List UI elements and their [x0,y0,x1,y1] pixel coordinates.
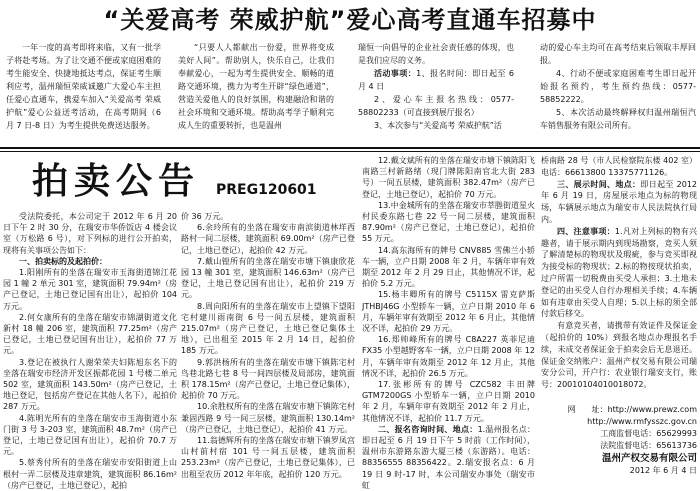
paragraph-text: 即日起至 2012 年 6 月 19 日，房屋展示地点为标的物现场，车辆展示地点为瑞安市人民法院执行局内。 [541,179,698,224]
paragraph-heading: 二、报名咨询时间、地点： [378,424,478,434]
paragraph-text: 1、报名时间：即日起至 6 月 4 日 [358,69,514,91]
paragraph-heading: 三、展示时间、地点： [557,179,641,189]
website-label: 网 址： [567,405,608,414]
paragraph [541,226,697,320]
paragraph [181,211,355,222]
paragraph-text: 16.郑帅峰所有的牌号 C8A227 英菲尼迪 FX35 小型越野客车一辆，立户日期 2008 年 12 月，车辆年审有效期至 2012 年 12 月止，其他情况不详，起拍价 26.5 万元。 [362,335,535,378]
paragraph-text: 1.阳刚所有的坐落在瑞安市玉海街道锦江花园 1 幢 2 单元 301 室，建筑面积 79.94m²（房产已登记，土地已登记国有出让），起拍价 104 万元。 [3,268,177,311]
paragraph [178,41,334,132]
paragraph-text: 动的爱心车主均可在高考结束后领取丰厚回报。 [540,43,696,65]
paragraph [3,256,177,267]
paragraph [362,289,535,334]
paragraph [540,67,696,106]
paragraph [3,413,177,458]
paragraph-text: “只要人人都献出一份爱，世界将变成美好人间”。帮助别人，快乐自己，让我们奉献爱心，一起为考生提供安全、顺畅的道路交通环境，携力为考生开辟“绿色通道”，营造关爱他人的良好氛围，构建融洽和谐的社会环境和交通环境。帮助高考学子顺利完成人生的重要转折，也是温州 [178,43,334,130]
auction-title: 拍卖公告 [32,161,201,202]
website-link-1[interactable]: http://www.prewz.com [607,405,697,414]
paragraph [541,179,697,226]
paragraph [358,119,514,132]
paragraph [181,222,355,256]
paragraph [362,334,535,379]
paragraph-text: 一年一度的高考即将来临，又有一批学子将赴考场。为了让交通不便或家庭困难的考生能安全、快捷地抵达考点，保证考生顺利应考，温州瑞恒荣威诚邀广大爱心车主担任爱心直通车，携爱车加入“关爱高考 荣威护航”爱心公益送考活动，在高考期间（6 月 7 日-8 日）为考生提供免费送达服务。 [6,43,161,130]
paragraph [362,379,535,424]
paragraph-text: 价 36 万元。 [181,212,229,221]
paragraph [181,401,355,435]
auction-column-3 [362,155,535,490]
paragraph [181,357,355,402]
paragraph-text: 有意竞买者，请携带有效证件及保证金（起拍价的 10%）到报名地点办理报名手续，未成交者保证金于拍卖会后无息退还。保证金交纳账户：温州产权交易有限公司瑞安分公司，开户行：农业银行瑞安支行，账号：20010104010018072。 [541,321,697,390]
company-name: 温州产权交易有限公司 [601,453,697,464]
paragraph [362,200,535,245]
paragraph [358,93,514,119]
paragraph-text: 4、行动不便或家庭困难考生即日起开始报名预约，考生预约热线：0577-58852222。 [540,69,696,104]
paragraph [3,267,177,312]
paragraph-text: 11.翁德辉所有的坐落在瑞安市塘下镇罗凤宫山村前村宿 101 号一间五层楼，建筑面积 253.23m²（房产已登记，土地已登记集体），已出租至农历 2012 年年底，起拍价 120 万元。 [181,436,355,479]
paragraph-text: 3.登记在被执行人谢荣荣夫妇陈旭东名下的坐落在瑞安市经济开发区振都花园 1 号楼二单元 502 室，建筑面积 143.50m²（房产已登记，土地已登记，包括房产登记在其他人名下），起拍价 287 万元。 [3,357,177,412]
auction-column-1 [3,211,177,490]
paragraph [3,312,177,357]
ad-headline: “关爱高考 荣威护航”爱心高考直通车招募中 [103,6,597,34]
paragraph [3,357,177,413]
website-link-2[interactable]: http://www.rmfysszc.gov.cn [587,417,697,426]
website-row [541,404,697,416]
paragraph-text: 1.温州报名点：即日起至 6 月 19 日下午 5 时前（工作时间），温州市东游路东游大厦三楼（东游路）。电话：88356555 88356422。2.瑞安报名点：6 月 19 日 9 时-17 时，本公司瑞安办事处（瑞安市虹 [362,424,535,490]
paragraph-text: 3、本次参与“关爱高考 荣威护航”活 [374,121,502,130]
paragraph [541,320,697,391]
auction-contacts [541,404,697,477]
paragraph-heading: 活动事项： [374,69,417,78]
paragraph-text: 5.蔡秀付所有的坐落在瑞安市安阳街道上山根村一弄二层楼及违章建筑，建筑面积 86.16m²（房产已登记，土地已登记），起拍 [3,458,177,490]
paragraph [358,67,514,93]
paragraph-text: 2.何女康所有的坐落在瑞安市锦湖街道文化新村 18 幢 206 室，建筑面积 77.25m²（房产已登记，土地已登记国有出让），起拍价 77 万元。 [3,312,177,356]
ad-column-1 [6,41,161,145]
paragraph-text: 8.周向阳所有的坐落在瑞安市上望镇下望阳宅村建川雨南街 6 号一间五层楼，建筑面积 215.07m²（房产已登记，土地已登记集体土地），已出租至 2015 年 2 月 14 日，起拍价 185 万元。 [181,301,355,356]
paragraph [181,256,355,301]
paragraph-text: 瑞恒一向倡导的企业社会责任感的体现，也是我们应尽的义务。 [358,43,514,65]
paragraph [362,155,535,200]
paragraph [6,41,161,132]
paragraph-text: 17.张彬所有的牌号 CZC582 丰田牌 GTM7200GS 小型轿车一辆，立户日期 2010 年 2 月，车辆年审有效期至 2012 年 2 月止，其他情况不详，起拍价 11.7 万元。 [362,380,535,423]
paragraph [362,245,535,290]
ad-column-2 [178,41,334,145]
paragraph-text: 15.杨丰卿所有的牌号 C5115X 雷克萨斯 JTHBJ46G 小型轿车一辆，立户日期 2010 年 6 月，车辆年审有效期至 2012 年 6 月止，其他情况不详，起拍价 29 万元。 [362,290,535,334]
section-divider [0,147,700,149]
auction-code: PREG120601 [216,182,317,198]
paragraph-heading: 一、拍卖标的及起拍价： [19,256,107,266]
paragraph-text: 10.余胜权所有的坐落在瑞安市塘下镇陈宅村兼固西路 9 号一间三层楼，建筑面积 130.14m²（房产已登记，土地已登记），起拍价 41 万元。 [181,402,355,434]
paragraph-text: 1.凡对上列标的物有兴趣者，请于展示期内到现场勘察，竞买人须了解清楚标的物现状及瑕疵，参与竞买即视为接受标的物现状；2.标的物按现状拍卖，过户所需一切税费由买受人承担；3.土地未登记的由买受人自行办理相关手续；4.车辆如有违章由买受人自理；5.以上标的须全部付款后移交。 [541,226,698,319]
paragraph-text: 14.高东海所有的牌号 CNV885 雪佛兰小轿车一辆，立户日期 2008 年 2 月，车辆年审有效期至 2012 年 2 月 29 日止，其他情况不详，起拍价 5.2 万元。 [362,245,535,289]
notice-date: 2012 年 6 月 4 日 [629,466,697,475]
paragraph-heading: 四、注意事项： [557,226,615,236]
auction-column-2 [181,211,355,479]
paragraph-text: 13.中金城所有的坐落在瑞安市莘塍街道星火村民委东路七巷 22 号一间二层楼，建筑面积 87.90m²（房产已登记，土地已登记），起拍价 55 万元。 [362,200,535,244]
paragraph-text: 4.陈明光所有的坐落在瑞安市玉海街道小东门街 3 号 3-203 室，建筑面积 48.7m²（房产已登记，土地已登记国有出让），起拍价 70.7 万元。 [3,413,177,457]
paragraph [3,211,177,256]
paragraph-text: 桥南路 28 号（市人民检察院东楼 402 室）电话：66613800 13375771126。 [541,156,697,177]
paragraph [358,41,514,67]
ad-column-3 [358,41,514,145]
paragraph-text: 9.郭洪杨所有的坐落在瑞安市塘下镇陈宅村鸟巷北路七巷 8 号一间四层楼及局部房，建筑面积 178.15m²（房产已登记，土地已登记集体），起拍价 70 万元。 [181,357,355,401]
section-divider-thin [0,151,700,152]
auction-column-4 [541,155,697,401]
paragraph [541,155,697,179]
paragraph [540,106,696,132]
paragraph-text: 5、本次活动最终解释权归温州瑞恒汽车销售服务有限公司所有。 [540,108,696,130]
commerce-hotline: 工商监督电话：65629993 [600,429,697,438]
paragraph [181,301,355,357]
paragraph-text: 6.余玲所有的坐落在瑞安市南滨街道林垟西路村一间二层楼，建筑面积 69.00m²（房产已登记，土地已登记），起拍价 42 万元。 [181,223,355,255]
paragraph-text: 12.戴文斌所有的坐落在瑞安市塘下镇陈阳飞南路三村新路绪（现门牌陈阳南官北大街 283 号）一间五层楼，建筑面积 382.47m²（房产已登记，土地已登记），起拍价 70 万元。 [362,156,535,199]
ad-column-4 [540,41,696,145]
paragraph-text: 受法院委托，本公司定于 2012 年 6 月 20 日下午 2 时 30 分，在瑞安市华侨饭店 4 楼会议室（万松路 6 号），对下列标的进行公开拍卖，现将有关事项公告如下： [3,212,177,255]
paragraph [540,41,696,67]
paragraph [3,457,177,491]
court-hotline: 法院监督电话：65613736 [600,441,697,450]
paragraph-text: 7.戴山镗所有的坐落在瑞安市塘下镇康欣花园 13 幢 301 室，建筑面积 146.63m²（房产已登记，土地已登记国有出让），起拍价 219 万元。 [181,256,355,300]
paragraph [181,435,355,480]
paragraph-text: 2、爱心车主报名热线：0577-58802233（可直接到展厅报名） [358,95,514,117]
paragraph [362,424,535,491]
